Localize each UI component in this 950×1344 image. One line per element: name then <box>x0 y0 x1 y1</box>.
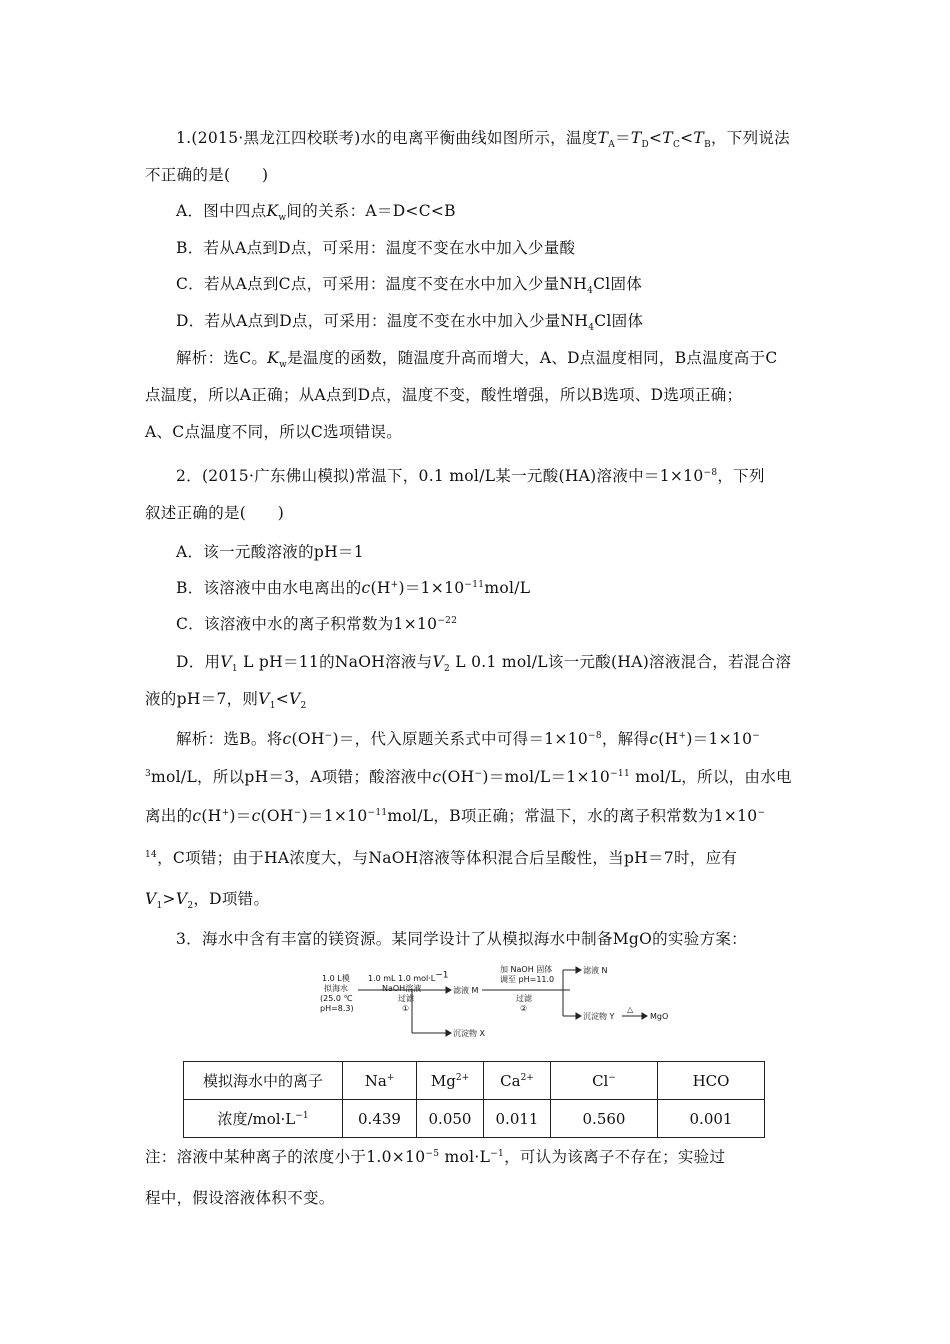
step2-reagent-2: 调至 pH=11.0 <box>500 975 555 984</box>
q2-analysis3-exp: −11 <box>367 807 388 818</box>
q2-analysis3-a: 离出的 <box>145 807 193 825</box>
q2-analysis-exp: −8 <box>588 730 602 741</box>
q2-option-b-charge: + <box>390 579 399 590</box>
table-cell-ion <box>484 1062 551 1100</box>
q2-analysis3-f: mol/L，B项正确；常温下，水的离子积常数为1×10 <box>387 807 758 825</box>
ion-name: Cl <box>592 1071 609 1090</box>
q2-analysis2-c: )＝mol/L＝1×10 <box>482 768 611 786</box>
table-cell-ion <box>343 1062 417 1100</box>
ion-name: Na <box>364 1071 387 1090</box>
table-cell-ion <box>551 1062 658 1100</box>
q2-option-c-text: C．该溶液中水的离子积常数为1×10 <box>176 615 438 633</box>
step2-filter: 过滤 <box>516 994 532 1003</box>
seawater-label-4: pH=8.3) <box>320 1004 354 1013</box>
q2-analysis-e: (H <box>658 730 679 748</box>
q1-option-c: C．若从A点到C点，可采用：温度不变在水中加入少量$NH_4Cl$固体 <box>176 275 643 297</box>
filtrate-n: 滤液 N <box>583 966 608 975</box>
q2-option-a: A．该一元酸溶液的pH＝1 <box>176 543 364 561</box>
q2-analysis-line2: $^3$mol/L，所以pH＝3，A项错；酸溶液中$c(OH^-)=mol/L=1\times 10^{-11}$ mol/L，所以，由水电 <box>145 768 792 786</box>
ion-concentration-table <box>183 1061 765 1138</box>
q1-stem-line1: 1.(2015·黑龙江四校联考)水的电离平衡曲线如图所示，温度$T_A=T_D<T_C<T_B$，下列说法 <box>176 129 790 151</box>
q3-intro: 3．海水中含有丰富的镁资源。某同学设计了从模拟海水中制备MgO的实验方案： <box>176 930 747 948</box>
q2-option-d-line2-text: 液的pH＝7，则 <box>145 690 259 708</box>
q2-option-d-text: D．用 <box>176 653 221 671</box>
q1-option-d-tail: Cl固体 <box>594 312 644 330</box>
q2-analysis2-exp: −11 <box>610 768 630 779</box>
q2-analysis-f: )＝1×10 <box>686 730 753 748</box>
q1-stem-text: 1.(2015·黑龙江四校联考)水的电离平衡曲线如图所示，温度 <box>176 129 598 147</box>
q2-analysis2-b: (OH <box>441 768 475 786</box>
ion-name: Ca <box>500 1071 521 1090</box>
q1-analysis-line3: A、C点温度不同，所以C选项错误。 <box>145 423 403 441</box>
concentration-label: 浓度/mol·L <box>217 1110 296 1128</box>
q1-analysis-tail: 是温度的函数，随温度升高而增大，A、D点温度相同，B点温度高于C <box>287 349 778 367</box>
q1-option-c-tail: Cl固体 <box>593 275 643 293</box>
q1-option-a-tail: 间的关系：A＝D<C<B <box>286 202 456 220</box>
q2-analysis-line3: 离出的$c(H^+)=c(OH^-)=1\times 10^{-11}mol/L$，B项正确；常温下，水的离子积常数为1×10− <box>145 807 766 825</box>
heat-symbol: △ <box>627 1005 634 1014</box>
q2-option-d-tail: L 0.1 mol/L该一元酸(HA)溶液混合，若混合溶 <box>450 653 792 671</box>
q1-option-a: A．图中四点$K_w$间的关系：A＝D<C<B <box>176 202 456 224</box>
ion-charge: 2+ <box>520 1072 534 1083</box>
q1-analysis-line2: 点温度，所以A正确；从A点到D点，温度不变，酸性增强，所以B选项、D选项正确； <box>145 386 743 404</box>
q1-stem-line2: 不正确的是( ) <box>145 166 269 184</box>
q2-analysis3-e: )＝1×10 <box>301 807 368 825</box>
seawater-label-2: 拟海水 <box>324 984 348 993</box>
q1-stem-tail: ，下列说法 <box>710 129 790 147</box>
table-row <box>184 1062 765 1100</box>
q2-stem-text: 2．(2015·广东佛山模拟)常温下，0.1 mol/L某一元酸(HA)溶液中＝1×10 <box>176 467 704 485</box>
q2-option-b-h: (H <box>370 579 391 597</box>
ion-charge: + <box>386 1072 395 1083</box>
step2-number: ② <box>520 1004 528 1013</box>
q2-stem-line1 <box>176 465 765 487</box>
q1-option-d-text: D．若从A点到D点，可采用：温度不变在水中加入少量NH <box>176 312 589 330</box>
q2-option-c-exponent: −22 <box>437 615 458 626</box>
ion-name: Mg <box>430 1071 456 1090</box>
q2-analysis2-a: mol/L，所以pH＝3，A项错；酸溶液中 <box>151 768 433 786</box>
q1-analysis-text: 解析：选C。 <box>176 349 268 367</box>
q3-note-line2: 程中，假设溶液体积不变。 <box>145 1189 335 1207</box>
seawater-label-1: 1.0 L模 <box>322 974 350 983</box>
table-header-ions: 模拟海水中的离子 <box>184 1062 343 1100</box>
table-cell-value: 0.011 <box>484 1100 551 1138</box>
step2-reagent: 加 NaOH 固体 <box>500 965 553 974</box>
q2-option-b-exponent: −11 <box>464 579 485 590</box>
q2-analysis-c: )＝，代入原题关系式中可得＝1×10 <box>332 730 589 748</box>
table-row <box>184 1100 765 1138</box>
q2-analysis-a: 解析：选B。将 <box>176 730 283 748</box>
table-header-concentration: 浓度$/mol\cdot L^{-1}$ <box>184 1100 343 1138</box>
step1-reagent-text: 1.0 mL 1.0 mol·L <box>368 974 436 983</box>
q2-analysis-line4: $^{14}$，C项错；由于HA浓度大，与NaOH溶液等体积混合后呈酸性，当pH＝7时，应有 <box>145 849 738 867</box>
precipitate-y: 沉淀物 Y <box>583 1012 615 1021</box>
note-tail: ，可认为该离子不存在；实验过 <box>504 1148 726 1166</box>
flow-diagram <box>320 960 669 1050</box>
q2-option-d-mid: L pH＝11的NaOH溶液与 <box>237 653 433 671</box>
table-cell-value: 0.001 <box>658 1100 765 1138</box>
table-cell-value: 0.050 <box>417 1100 484 1138</box>
seawater-label-3: (25.0 ℃ <box>320 994 353 1003</box>
q1-analysis-line1: 解析：选C。$K_w$是温度的函数，随温度升高而增大，A、D点温度相同，B点温度高于C <box>176 349 778 371</box>
q2-option-b-text: B．该溶液中由水电离出的 <box>176 579 362 597</box>
q1-option-a-text: A．图中四点 <box>176 202 267 220</box>
q2-option-c <box>176 613 457 635</box>
q2-option-b-value: )＝1×10 <box>398 579 465 597</box>
filtrate-m: 滤液 M <box>453 986 479 995</box>
note-text: 注：溶液中某种离子的浓度小于1.0×10 <box>145 1148 426 1166</box>
q2-analysis3-d: (OH <box>260 807 294 825</box>
product-mgo: MgO <box>650 1012 669 1021</box>
precipitate-x: 沉淀物 X <box>453 1029 486 1038</box>
q2-analysis-b: (OH <box>291 730 325 748</box>
q1-option-b: B．若从A点到D点，可采用：温度不变在水中加入少量酸 <box>176 239 576 257</box>
ion-charge: − <box>608 1072 616 1083</box>
q2-analysis5-text: ，D项错。 <box>193 890 270 908</box>
q2-analysis-d: ，解得 <box>601 730 650 748</box>
q2-analysis2-d: mol/L，所以，由水电 <box>629 768 792 786</box>
ion-charge: 2+ <box>455 1072 470 1083</box>
ion-name: HCO <box>692 1071 730 1090</box>
table-cell-value: 0.439 <box>343 1100 417 1138</box>
q2-analysis4-text: ，C项错；由于HA浓度大，与NaOH溶液等体积混合后呈酸性，当pH＝7时，应有 <box>157 849 738 867</box>
q3-note-line1: 注：溶液中某种离子的浓度小于$1.0\times 10^{-5}$ $mol\cdot L^{-1}$，可认为该离子不存在；实验过 <box>145 1148 726 1166</box>
q2-option-d-line2: 液的pH＝7，则$V_1<V_2$ <box>145 690 307 712</box>
q2-stem-exponent: −8 <box>703 467 718 478</box>
q2-analysis-line1: 解析：选B。将c(OH−)＝，代入原题关系式中可得$=1\times 10^{-8}$，解得c(H+)＝1×10− <box>176 730 761 748</box>
q2-stem-line2: 叙述正确的是( ) <box>145 504 285 522</box>
q2-option-b: B．该溶液中由水电离出的$c(H^+)=1\times 10^{-11}mol/L$ <box>176 579 531 597</box>
q2-option-b-unit: mol/L <box>484 579 531 597</box>
note-exponent: −5 <box>425 1148 440 1159</box>
step1-reagent: 1.0 mL 1.0 $mol\cdot L^{-1}$ <box>368 970 449 983</box>
q2-option-d-line1: D．用$V_1$ L pH＝11的NaOH溶液与$V_2$ L 0.1 mol/L该一元酸(HA)溶液混合，若混合溶 <box>176 653 792 675</box>
note-unit: mol·L <box>439 1148 491 1166</box>
step1-reagent-2: NaOH溶液 <box>382 984 422 993</box>
q1-option-c-text: C．若从A点到C点，可采用：温度不变在水中加入少量NH <box>176 275 588 293</box>
step1-filter: 过滤 <box>398 994 414 1003</box>
step1-number: ① <box>402 1004 410 1013</box>
table-cell-ion <box>417 1062 484 1100</box>
q1-option-d: D．若从A点到D点，可采用：温度不变在水中加入少量$NH_4Cl$固体 <box>176 312 644 334</box>
q2-stem-tail: ，下列 <box>717 467 765 485</box>
table-cell-value: 0.560 <box>551 1100 658 1138</box>
q2-analysis3-c: )＝ <box>229 807 252 825</box>
table-cell-ion <box>658 1062 765 1100</box>
q2-analysis-line5: $V_1>V_2$，D项错。 <box>145 890 270 912</box>
q2-analysis3-b: (H <box>201 807 222 825</box>
